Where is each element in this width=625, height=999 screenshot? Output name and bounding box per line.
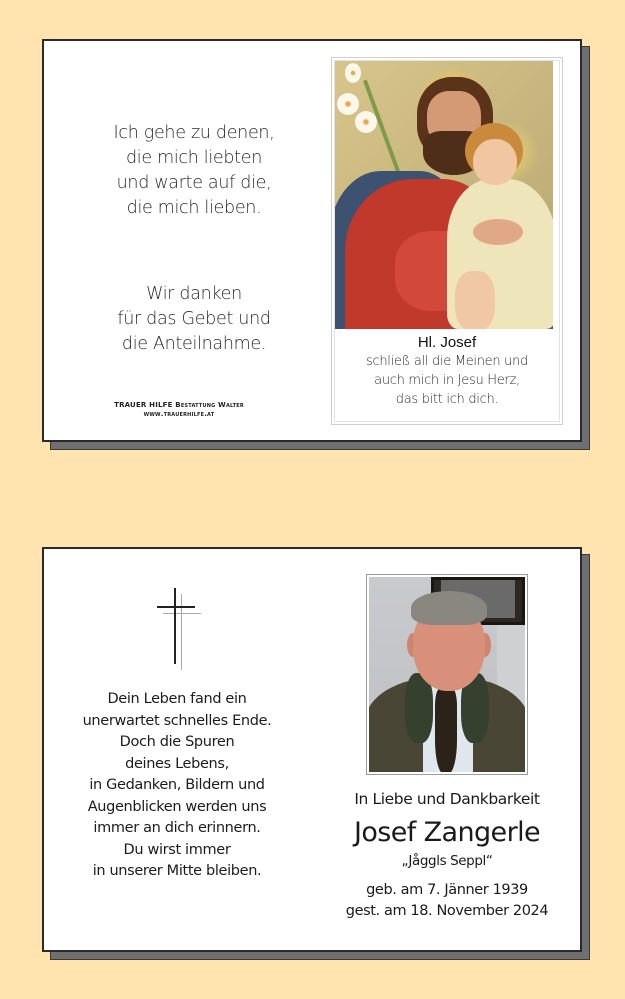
child-face <box>473 139 517 185</box>
lily-flower <box>355 111 377 133</box>
saint-caption <box>332 334 562 409</box>
verse-line: Doch die Spuren <box>119 734 235 750</box>
verse-line: die mich liebten <box>125 148 262 168</box>
funeral-home-website: www.trauerhilfe.at <box>143 410 215 418</box>
prayer-line: das bitt ich dich. <box>395 392 499 407</box>
thanks-line: Wir danken <box>146 284 242 304</box>
tie <box>435 689 457 772</box>
joseph-hand <box>473 219 523 245</box>
saint-prayer <box>332 352 562 409</box>
cross-shadow-horizontal <box>163 613 201 614</box>
verse-line: die mich lieben. <box>126 198 262 218</box>
thanks-line: die Anteilnahme. <box>121 334 267 354</box>
lily-flower <box>337 93 359 115</box>
prayer-line: auch mich in Jesu Herz, <box>374 373 520 388</box>
portrait-photo <box>369 577 525 772</box>
cross-horizontal <box>157 606 195 608</box>
verse-line: Ich gehe zu denen, <box>113 123 275 143</box>
verse-line: in unserer Mitte bleiben. <box>92 863 262 879</box>
cross-vertical <box>174 588 176 664</box>
portrait-frame <box>366 574 528 775</box>
prayer-line: schließ all die Meinen und <box>366 354 528 369</box>
birth-date: geb. am 7. Jänner 1939 <box>366 882 528 898</box>
memorial-card-back <box>42 39 582 442</box>
hair <box>411 591 487 625</box>
thanks-text <box>74 282 314 357</box>
verse-line: und warte auf die, <box>116 173 272 193</box>
lily-bud <box>345 63 361 83</box>
deceased-nickname: „Jåggls Seppl“ <box>401 853 493 869</box>
funeral-home-name: TRAUER HILFE Bestattung Walter <box>114 401 244 409</box>
farewell-verse <box>74 121 314 221</box>
verse-line: immer an dich erinnern. <box>93 820 261 836</box>
verse-line: Augenblicken werden uns <box>87 798 267 815</box>
memorial-card-front <box>42 547 582 952</box>
verse-line: in Gedanken, Bildern und <box>89 777 265 793</box>
verse-line: Dein Leben fand ein <box>107 691 247 707</box>
child-leg <box>455 271 495 329</box>
verse-line: unerwartet schnelles Ende. <box>82 712 272 729</box>
memorial-verse <box>62 689 292 883</box>
dedication-tagline: In Liebe und Dankbarkeit <box>354 790 540 808</box>
verse-line: Du wirst immer <box>123 841 231 858</box>
saint-joseph-painting <box>335 61 553 329</box>
death-date: gest. am 18. November 2024 <box>345 903 549 919</box>
saint-picture-frame <box>331 57 563 425</box>
saint-name: Hl. Josef <box>417 334 477 351</box>
deceased-name: Josef Zangerle <box>354 817 540 848</box>
verse-line: deines Lebens, <box>125 755 229 772</box>
funeral-home-footer <box>84 401 274 419</box>
thanks-line: für das Gebet und <box>117 309 271 329</box>
